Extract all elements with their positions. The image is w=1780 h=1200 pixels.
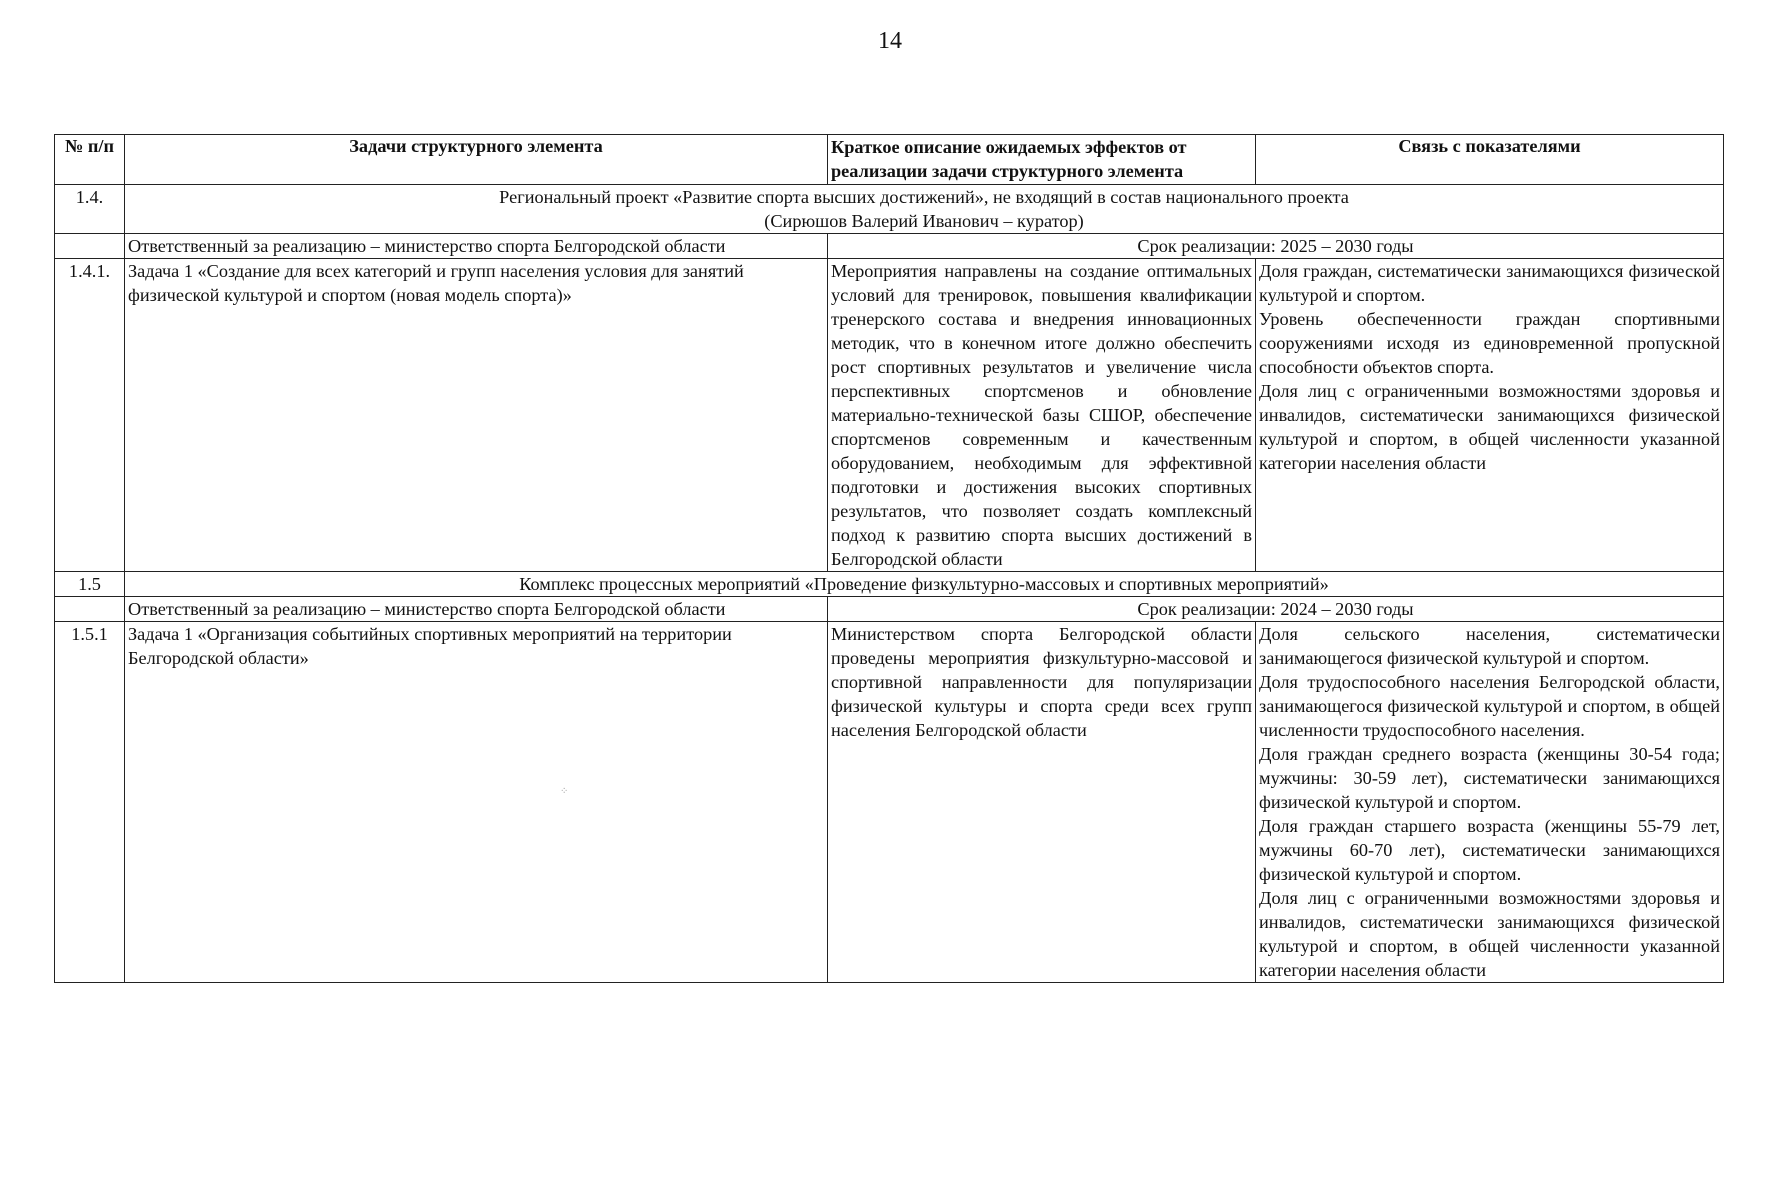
indicator-item: Доля трудоспособного населения Белгородской области, занимающегося физической культурой и спортом, в общей численности трудоспособного населения. bbox=[1259, 672, 1720, 740]
header-effects: Краткое описание ожидаемых эффектов от реализации задачи структурного элемента bbox=[828, 135, 1256, 185]
empty-cell bbox=[55, 234, 125, 259]
indicator-item: Доля граждан старшего возраста (женщины 55-79 лет, мужчины 60-70 лет), систематически занимающихся физической культурой и спортом. bbox=[1259, 816, 1720, 884]
responsible-row bbox=[55, 597, 1724, 622]
responsible-text: Ответственный за реализацию – министерство спорта Белгородской области bbox=[125, 234, 828, 259]
header-relation: Связь с показателями bbox=[1256, 135, 1724, 185]
indicator-item: Доля лиц с ограниченными возможностями здоровья и инвалидов, систематически занимающихся физической культурой и спортом, в общей численности указанной категории населения области bbox=[1259, 381, 1720, 473]
task-num: 1.4.1. bbox=[55, 259, 125, 572]
section-title: Комплекс процессных мероприятий «Проведение физкультурно-массовых и спортивных мероприятий» bbox=[125, 572, 1724, 597]
task-text: Задача 1 «Организация событийных спортивных мероприятий на территории Белгородской области» bbox=[125, 622, 828, 983]
section-subtitle: (Сирюшов Валерий Иванович – куратор) bbox=[764, 211, 1084, 231]
section-title: Региональный проект «Развитие спорта высших достижений», не входящий в состав национального проекта bbox=[499, 187, 1349, 207]
responsible-text: Ответственный за реализацию – министерство спорта Белгородской области bbox=[125, 597, 828, 622]
empty-cell bbox=[55, 597, 125, 622]
section-num: 1.4. bbox=[55, 185, 125, 234]
effect-text: Министерством спорта Белгородской области проведены мероприятия физкультурно-массовой и спортивной направленности для популяризации физической культуры и спорта среди всех групп населения Белгородской области bbox=[828, 622, 1256, 983]
table-header-row bbox=[55, 135, 1724, 185]
indicator-item: Доля граждан среднего возраста (женщины 30-54 года; мужчины: 30-59 лет), систематически занимающихся физической культурой и спортом. bbox=[1259, 744, 1720, 812]
page-number: 14 bbox=[878, 28, 902, 54]
period-text: Срок реализации: 2025 – 2030 годы bbox=[828, 234, 1724, 259]
section-title-cell bbox=[125, 185, 1724, 234]
task-row bbox=[55, 622, 1724, 983]
section-row bbox=[55, 572, 1724, 597]
section-row bbox=[55, 185, 1724, 234]
period-text: Срок реализации: 2024 – 2030 годы bbox=[828, 597, 1724, 622]
task-row bbox=[55, 259, 1724, 572]
task-text: Задача 1 «Создание для всех категорий и групп населения условия для занятий физической культурой и спортом (новая модель спорта)» bbox=[125, 259, 828, 572]
header-task: Задачи структурного элемента bbox=[125, 135, 828, 185]
indicator-item: Доля лиц с ограниченными возможностями здоровья и инвалидов, систематически занимающихся физической культурой и спортом, в общей численности указанной категории населения области bbox=[1259, 888, 1720, 980]
task-num: 1.5.1 bbox=[55, 622, 125, 983]
section-num: 1.5 bbox=[55, 572, 125, 597]
indicator-item: Доля сельского населения, систематически занимающегося физической культурой и спортом. bbox=[1259, 624, 1720, 668]
indicators-cell bbox=[1256, 259, 1724, 572]
indicator-item: Доля граждан, систематически занимающихся физической культурой и спортом. bbox=[1259, 261, 1720, 305]
header-num: № п/п bbox=[55, 135, 125, 185]
effect-text: Мероприятия направлены на создание оптимальных условий для тренировок, повышения квалификации тренерского состава и внедрения инновационных методик, что в конечном итоге должно обеспечить рост спортивных результатов и увеличение числа перспективных спортсменов и обновление материально-технической базы СШОР, обеспечение спортсменов современным и качественным оборудованием, необходимым для эффективной подготовки и достижения высоких спортивных результатов, что позволяет создать комплексный подход к развитию спорта высших достижений в Белгородской области bbox=[828, 259, 1256, 572]
scan-speck: ⁘ bbox=[560, 786, 569, 797]
indicators-cell bbox=[1256, 622, 1724, 983]
tasks-table bbox=[54, 134, 1724, 983]
indicator-item: Уровень обеспеченности граждан спортивными сооружениями исходя из единовременной пропускной способности объектов спорта. bbox=[1259, 309, 1720, 377]
responsible-row bbox=[55, 234, 1724, 259]
